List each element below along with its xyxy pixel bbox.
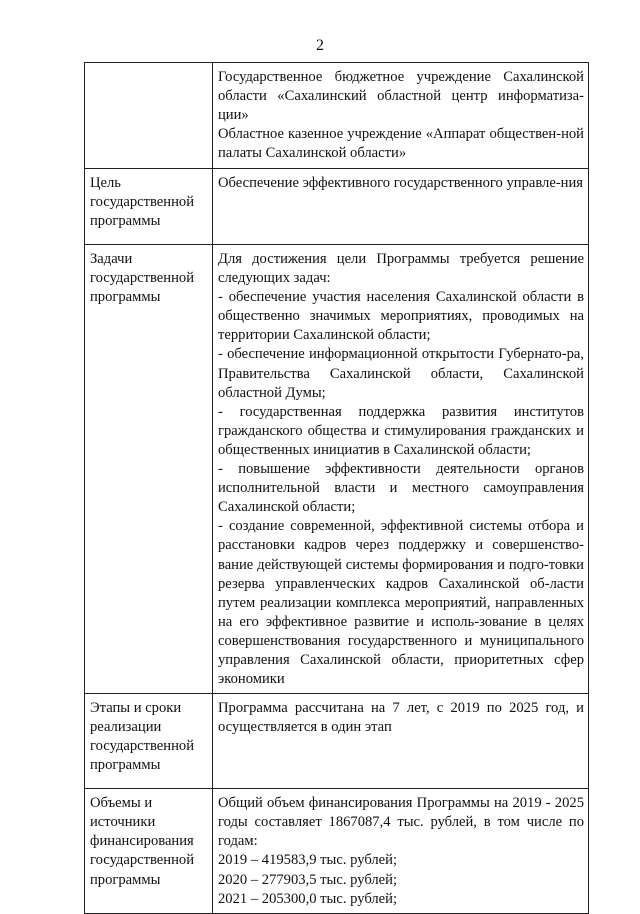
row-label-cell: Этапы и сроки реализации государственной программы (85, 694, 213, 789)
paragraph: Для достижения цели Программы требуется решение следующих задач: (218, 251, 584, 287)
table-row-funding (85, 789, 589, 914)
list-item: - обеспечение информационной открытости Губернато-ра, Правительства Сахалинской области, Сахалинской областной Думы; (218, 346, 584, 401)
program-passport-table (84, 62, 589, 914)
funding-year-line: 2021 – 205300,0 тыс. рублей; (218, 890, 398, 907)
table-row-responsible-bodies (85, 63, 589, 169)
list-item: - повышение эффективности деятельности органов исполнительной власти и местного самоуправления Сахалинской области; (218, 461, 584, 516)
row-label-cell: Цель государственной программы (85, 169, 213, 245)
table-row-tasks (85, 245, 589, 694)
row-content-cell (213, 789, 589, 914)
list-item: - обеспечение участия населения Сахалинской области в общественно значимых мероприятиях, проводимых на территории Сахалинской области; (218, 289, 584, 344)
paragraph: Обеспечение эффективного государственного управле-ния (218, 175, 584, 191)
row-content-cell (213, 694, 589, 789)
row-content-cell (213, 245, 589, 694)
funding-year-line: 2020 – 277903,5 тыс. рублей; (218, 871, 398, 888)
table-row-goal (85, 169, 589, 245)
list-item: - создание современной, эффективной системы отбора и расстановки кадров через поддержку и совершенство-вание действующей системы формирования и подго-товки резерва управленческих кадров Сахалинской об-ласти путем реализации комплекса мероприятий, направленных на его эффективное развитие и исполь-зование в целях совершенствования государственного и муниципального управления Сахалинской области, приоритетных сфер экономики (218, 518, 584, 688)
row-label-cell: Задачи государственной программы (85, 245, 213, 694)
row-label-cell: Объемы и источники финансирования государственной программы (85, 789, 213, 914)
row-content-cell (213, 63, 589, 169)
row-label-cell (85, 63, 213, 169)
paragraph: Областное казенное учреждение «Аппарат обществен-ной палаты Сахалинской области» (218, 126, 584, 162)
table-row-stages (85, 694, 589, 789)
list-item: - государственная поддержка развития институтов гражданского общества и стимулирования гражданских и общественных инициатив в Сахалинской области; (218, 403, 584, 458)
row-content-cell (213, 169, 589, 245)
funding-year-line: 2019 – 419583,9 тыс. рублей; (218, 852, 398, 869)
paragraph: Программа рассчитана на 7 лет, с 2019 по 2025 год, и осуществляется в один этап (218, 700, 584, 736)
paragraph: Государственное бюджетное учреждение Сахалинской области «Сахалинский областной центр информатиза-ции» (218, 69, 584, 124)
paragraph: Общий объем финансирования Программы на 2019 - 2025 годы составляет 1867087,4 тыс. рублей, в том числе по годам: (218, 795, 584, 850)
page-number: 2 (316, 37, 324, 54)
